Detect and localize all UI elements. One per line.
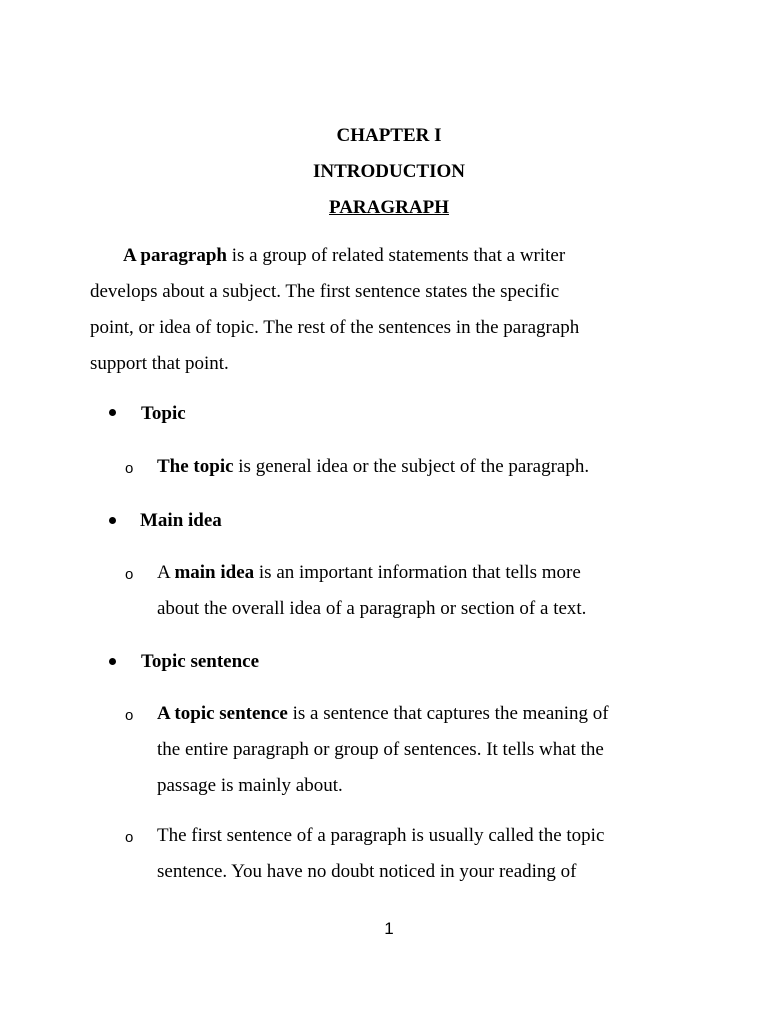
- main-idea-item-line-1: [157, 561, 581, 585]
- sub-bullet-main-idea: o: [125, 566, 134, 583]
- topic-sentence-item-1-line-2: the entire paragraph or group of sentences. It tells what the: [157, 739, 604, 760]
- intro-line-3: point, or idea of topic. The rest of the sentences in the paragraph: [90, 317, 580, 338]
- topic-heading: [141, 402, 186, 426]
- sub-bullet-topic: o: [125, 460, 134, 477]
- paragraph-heading: [0, 196, 768, 220]
- bullet-dot-topic: [109, 409, 116, 416]
- intro-line-4: support that point.: [90, 353, 229, 374]
- sub-bullet-topic-sentence-2: o: [125, 829, 134, 846]
- topic-item-term: The topic: [157, 456, 234, 477]
- main-idea-item-prefix: A: [157, 562, 175, 583]
- topic-heading-text: Topic: [141, 403, 186, 424]
- intro-line-2: develops about a subject. The first sentence states the specific: [90, 281, 560, 302]
- paragraph-heading-text: PARAGRAPH: [329, 197, 449, 218]
- topic-sentence-item-2-line-1: The first sentence of a paragraph is usually called the topic: [157, 825, 605, 846]
- main-idea-heading-text: Main idea: [140, 510, 222, 531]
- topic-item: [157, 455, 589, 479]
- topic-sentence-item-1-line-3: passage is mainly about.: [157, 775, 343, 796]
- sub-bullet-topic-sentence-1: o: [125, 707, 134, 724]
- topic-sentence-item-2-line-2: sentence. You have no doubt noticed in your reading of: [157, 861, 577, 882]
- main-idea-item-rest: is an important information that tells more: [254, 562, 581, 583]
- topic-sentence-item-1-term: A topic sentence: [157, 703, 288, 724]
- intro-line-1-rest: is a group of related statements that a writer: [227, 245, 566, 266]
- main-idea-item-line-2: about the overall idea of a paragraph or section of a text.: [157, 598, 587, 619]
- main-idea-heading: [140, 509, 222, 533]
- topic-sentence-item-1-line-1: [157, 702, 609, 726]
- topic-sentence-item-1-rest: is a sentence that captures the meaning of: [287, 703, 609, 724]
- intro-term: A paragraph: [123, 245, 227, 266]
- main-idea-item-term: main idea: [174, 562, 255, 583]
- page-number: 1: [384, 919, 394, 938]
- topic-item-rest: is general idea or the subject of the paragraph.: [233, 456, 590, 477]
- bullet-dot-main-idea: [109, 517, 116, 524]
- topic-sentence-heading-text: Topic sentence: [141, 651, 260, 672]
- bullet-dot-topic-sentence: [109, 658, 116, 665]
- chapter-heading: CHAPTER I: [336, 125, 442, 146]
- intro-line-1: [123, 244, 565, 268]
- introduction-heading: INTRODUCTION: [312, 161, 466, 182]
- topic-sentence-heading: [141, 650, 259, 674]
